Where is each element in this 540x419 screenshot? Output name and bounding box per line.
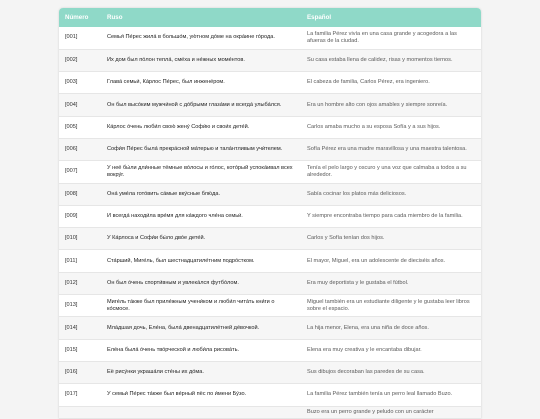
table-row xyxy=(59,228,481,250)
spanish-sentence: Miguel también era un estudiante diligente y le gustaba leer libros sobre el espacio. xyxy=(301,295,481,317)
russian-sentence: У Ка́рлоса и Софи́и бы́ло дво́е дете́й. xyxy=(101,228,301,250)
russian-sentence: Мла́дшая дочь, Еле́на, была́ двенадцатиле́тней де́вочкой. xyxy=(101,317,301,339)
russian-sentence: Глава́ семьи́, Ка́рлос Пе́рес, был инжене́ром. xyxy=(101,72,301,94)
russian-sentence xyxy=(101,406,301,418)
russian-sentence: Он был о́чень спорти́вным и увлека́лся футбо́лом. xyxy=(101,272,301,294)
table-row xyxy=(59,406,481,418)
table-row xyxy=(59,361,481,383)
table-row xyxy=(59,183,481,205)
russian-sentence: Софи́я Пе́рес была́ прекра́сной ма́терью и тала́нтливым учи́телем. xyxy=(101,138,301,160)
spanish-sentence: Su casa estaba llena de calidez, risas y momentos tiernos. xyxy=(301,49,481,71)
row-number: [016] xyxy=(59,361,101,383)
row-number: [015] xyxy=(59,339,101,361)
row-number: [014] xyxy=(59,317,101,339)
spanish-sentence: Carlos y Sofía tenían dos hijos. xyxy=(301,228,481,250)
spanish-sentence: El mayor, Miguel, era un adolescente de dieciséis años. xyxy=(301,250,481,272)
spanish-sentence: Era un hombre alto con ojos amables y siempre sonreía. xyxy=(301,94,481,116)
spanish-sentence: Y siempre encontraba tiempo para cada miembro de la familia. xyxy=(301,205,481,227)
row-number: [004] xyxy=(59,94,101,116)
spanish-sentence: La familia Pérez vivía en una casa grande y acogedora a las afueras de la ciudad. xyxy=(301,27,481,49)
spanish-sentence: La hija menor, Elena, era una niña de doce años. xyxy=(301,317,481,339)
table-row xyxy=(59,94,481,116)
header-number: Número xyxy=(59,8,101,27)
russian-sentence: У семьи́ Пе́рес та́кже был ве́рный пёс по и́мени Бу́зо. xyxy=(101,384,301,406)
russian-sentence: Её рису́нки украша́ли сте́ны их до́ма. xyxy=(101,361,301,383)
row-number: [010] xyxy=(59,228,101,250)
russian-sentence: Он был высо́ким мужчи́ной с до́брыми глаза́ми и всегда́ улыба́лся. xyxy=(101,94,301,116)
table-row xyxy=(59,72,481,94)
table-row xyxy=(59,205,481,227)
row-number: [001] xyxy=(59,27,101,49)
table-row xyxy=(59,250,481,272)
table-header xyxy=(59,8,481,27)
spanish-sentence: Buzo era un perro grande y peludo con un carácter xyxy=(301,406,481,418)
russian-sentence: И всегда́ находи́ла вре́мя для ка́ждого чле́на семьи́. xyxy=(101,205,301,227)
row-number: [005] xyxy=(59,116,101,138)
row-number: [012] xyxy=(59,272,101,294)
table-body xyxy=(59,27,481,418)
sentence-table-container xyxy=(59,8,481,419)
table-row xyxy=(59,295,481,317)
russian-sentence: Ка́рлос о́чень люби́л свою́ жену́ Софи́ю и свои́х дете́й. xyxy=(101,116,301,138)
table-row xyxy=(59,317,481,339)
sentence-table xyxy=(59,8,481,419)
spanish-sentence: El cabeza de familia, Carlos Pérez, era ingeniero. xyxy=(301,72,481,94)
spanish-sentence: Tenía el pelo largo y oscuro y una voz que calmaba a todos a su alrededor. xyxy=(301,161,481,183)
russian-sentence: Семья́ Пе́рес жила́ в большо́м, ую́тном до́ме на окра́ине го́рода. xyxy=(101,27,301,49)
spanish-sentence: La familia Pérez también tenía un perro leal llamado Buzo. xyxy=(301,384,481,406)
russian-sentence: Миге́ль та́кже был приле́жным учени́ком и люби́л чита́ть кни́ги о ко́смосе. xyxy=(101,295,301,317)
table-row xyxy=(59,27,481,49)
row-number: [017] xyxy=(59,384,101,406)
table-row xyxy=(59,384,481,406)
spanish-sentence: Sofía Pérez era una madre maravillosa y una maestra talentosa. xyxy=(301,138,481,160)
header-row xyxy=(59,8,481,27)
spanish-sentence: Sus dibujos decoraban las paredes de su casa. xyxy=(301,361,481,383)
russian-sentence: Ста́рший, Миге́ль, был шестнадцатиле́тним подро́стком. xyxy=(101,250,301,272)
russian-sentence: У неё бы́ли дли́нные тёмные во́лосы и го́лос, кото́рый успока́ивал всех вокру́г. xyxy=(101,161,301,183)
row-number: [002] xyxy=(59,49,101,71)
row-number: [011] xyxy=(59,250,101,272)
table-row xyxy=(59,339,481,361)
table-row xyxy=(59,161,481,183)
spanish-sentence: Carlos amaba mucho a su esposa Sofía y a sus hijos. xyxy=(301,116,481,138)
row-number: [003] xyxy=(59,72,101,94)
row-number xyxy=(59,406,101,418)
row-number: [009] xyxy=(59,205,101,227)
header-spanish: Español xyxy=(301,8,481,27)
table-row xyxy=(59,272,481,294)
header-russian: Ruso xyxy=(101,8,301,27)
row-number: [008] xyxy=(59,183,101,205)
russian-sentence: Она́ уме́ла гото́вить са́мые вку́сные блю́да. xyxy=(101,183,301,205)
table-row xyxy=(59,49,481,71)
russian-sentence: Их дом был по́лон тепла́, сме́ха и не́жных моме́нтов. xyxy=(101,49,301,71)
row-number: [006] xyxy=(59,138,101,160)
row-number: [007] xyxy=(59,161,101,183)
table-row xyxy=(59,116,481,138)
row-number: [013] xyxy=(59,295,101,317)
spanish-sentence: Elena era muy creativa y le encantaba dibujar. xyxy=(301,339,481,361)
table-row xyxy=(59,138,481,160)
spanish-sentence: Era muy deportista y le gustaba el fútbol. xyxy=(301,272,481,294)
spanish-sentence: Sabía cocinar los platos más deliciosos. xyxy=(301,183,481,205)
russian-sentence: Еле́на была́ о́чень тво́рческой и люби́ла рисова́ть. xyxy=(101,339,301,361)
